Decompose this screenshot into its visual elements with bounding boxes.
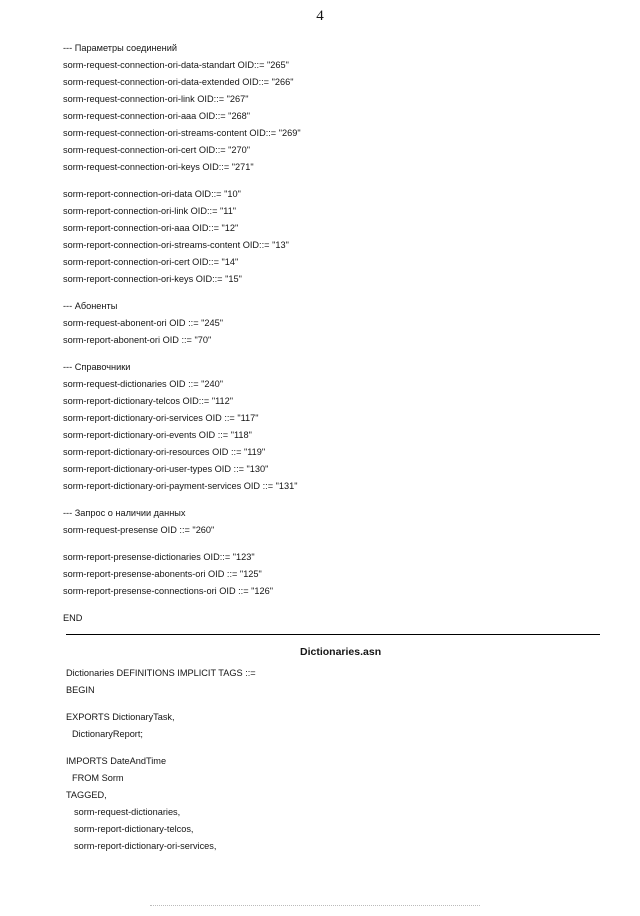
- end-keyword: END: [63, 613, 83, 623]
- code-line: sorm-request-connection-ori-aaa OID::= "268": [63, 111, 251, 121]
- code-line: sorm-report-presense-dictionaries OID::= "123": [63, 552, 255, 562]
- code-line: sorm-report-dictionary-telcos OID::= "112": [63, 396, 233, 406]
- comment-abonents: --- Абоненты: [63, 301, 118, 311]
- exports-line: EXPORTS DictionaryTask,: [66, 712, 175, 722]
- code-line: sorm-request-dictionaries OID ::= "240": [63, 379, 223, 389]
- comment-connections: --- Параметры соединений: [63, 43, 177, 53]
- code-line: sorm-request-abonent-ori OID ::= "245": [63, 318, 223, 328]
- code-line: sorm-request-connection-ori-streams-content OID::= "269": [63, 128, 301, 138]
- code-line: sorm-report-dictionary-ori-resources OID ::= "119": [63, 447, 266, 457]
- comment-dictionaries: --- Справочники: [63, 362, 131, 372]
- code-line: sorm-report-connection-ori-streams-content OID::= "13": [63, 240, 289, 250]
- code-line: sorm-report-dictionary-ori-payment-services OID ::= "131": [63, 481, 298, 491]
- bottom-scan-edge: [150, 905, 480, 906]
- code-line: sorm-request-connection-ori-link OID::= "267": [63, 94, 249, 104]
- code-line: sorm-report-connection-ori-cert OID::= "14": [63, 257, 239, 267]
- from-line: FROM Sorm: [72, 773, 124, 783]
- code-line: sorm-request-connection-ori-data-extended OID::= "266": [63, 77, 294, 87]
- page-number: 4: [316, 8, 324, 24]
- dictionaries-module-block: [66, 665, 256, 855]
- code-line: sorm-report-connection-ori-keys OID::= "15": [63, 274, 242, 284]
- comment-presense: --- Запрос о наличии данных: [63, 508, 186, 518]
- code-line: sorm-request-connection-ori-cert OID::= "270": [63, 145, 251, 155]
- code-line: sorm-report-presense-connections-ori OID ::= "126": [63, 586, 274, 596]
- tagged-item: sorm-report-dictionary-telcos,: [74, 824, 194, 834]
- oid-definitions-block: [63, 40, 301, 627]
- exports-line: DictionaryReport;: [72, 729, 143, 739]
- code-line: sorm-report-connection-ori-link OID::= "11": [63, 206, 237, 216]
- code-line: sorm-report-connection-ori-aaa OID::= "12": [63, 223, 239, 233]
- begin-keyword: BEGIN: [66, 685, 95, 695]
- code-line: sorm-request-presense OID ::= "260": [63, 525, 215, 535]
- tagged-line: TAGGED,: [66, 790, 107, 800]
- code-line: sorm-report-connection-ori-data OID::= "10": [63, 189, 241, 199]
- code-line: sorm-report-dictionary-ori-services OID ::= "117": [63, 413, 259, 423]
- tagged-item: sorm-report-dictionary-ori-services,: [74, 841, 217, 851]
- section-divider: [66, 634, 600, 635]
- tagged-item: sorm-request-dictionaries,: [74, 807, 181, 817]
- code-line: sorm-report-dictionary-ori-user-types OID ::= "130": [63, 464, 269, 474]
- code-line: sorm-request-connection-ori-keys OID::= "271": [63, 162, 254, 172]
- imports-line: IMPORTS DateAndTime: [66, 756, 167, 766]
- code-line: sorm-report-abonent-ori OID ::= "70": [63, 335, 212, 345]
- code-line: sorm-report-presense-abonents-ori OID ::= "125": [63, 569, 262, 579]
- code-line: sorm-report-dictionary-ori-events OID ::= "118": [63, 430, 252, 440]
- module-definition: Dictionaries DEFINITIONS IMPLICIT TAGS ::=: [66, 668, 256, 678]
- code-line: sorm-request-connection-ori-data-standart OID::= "265": [63, 60, 289, 70]
- file-title: Dictionaries.asn: [300, 646, 382, 658]
